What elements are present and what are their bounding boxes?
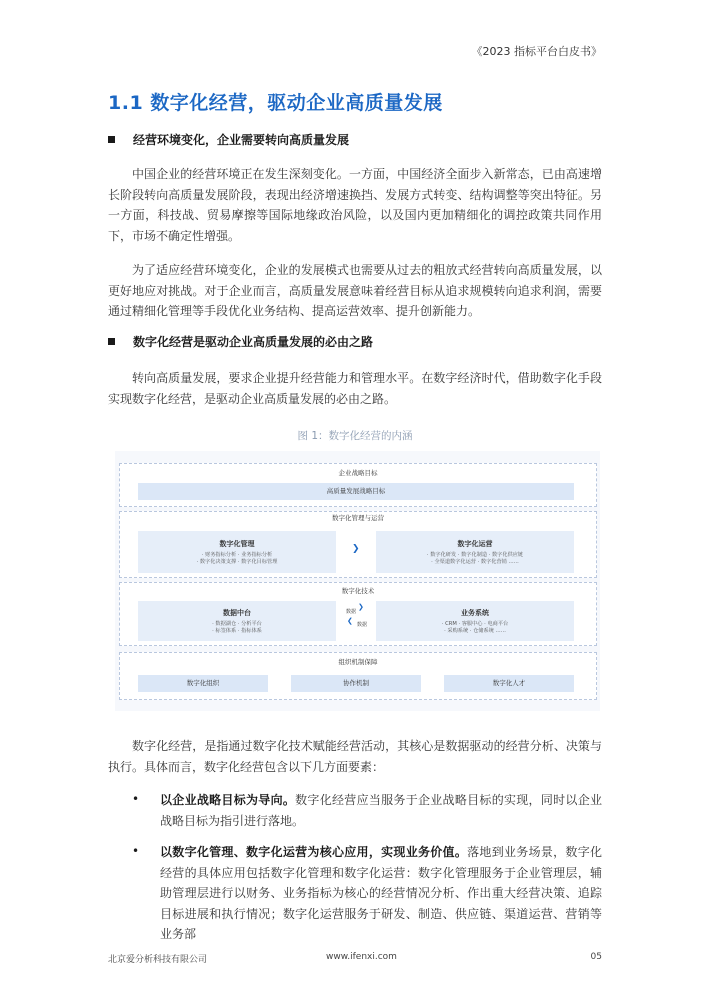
org-item: 数字化组织: [138, 675, 268, 692]
digital-management-line-1: · 财务指标分析 · 业务指标分析: [201, 552, 273, 558]
paragraph-4: 数字化经营，是指通过数字化技术赋能经营活动，其核心是数据驱动的经营分析、决策与执行。具体而言，数字化经营包含以下几方面要素：: [108, 739, 602, 774]
digital-management-title: 数字化管理: [219, 540, 255, 548]
org-item: 数字化人才: [444, 675, 574, 692]
bullet-2-text: 落地到业务场景，数字化经营的具体应用包括数字化管理和数字化运营：数字化管理服务于企业管理层，辅助管理层进行以财务、业务指标为核心的经营情况分析、作出重大经营决策、追踪目标进展和执行情况；数字化运营服务于研发、制造、供应链、渠道运营、营销等业务部: [160, 845, 602, 941]
business-systems-line-2: · 采购系统 · 仓储系统 ……: [444, 628, 506, 634]
square-bullet-icon: [108, 136, 115, 143]
subheading-2-text: 数字化经营是驱动企业高质量发展的必由之路: [133, 335, 374, 349]
section-heading: 1.1 数字化经营，驱动企业高质量发展: [108, 92, 443, 114]
subheading-1-text: 经营环境变化，企业需要转向高质量发展: [133, 133, 350, 147]
paragraph-2: 为了适应经营环境变化，企业的发展模式也需要从过去的粗放式经营转向高质量发展，以更好地应对挑战。对于企业而言，高质量发展意味着经营目标从追求规模转向追求利润，需要通过精细化管理等手段优化业务结构、提高运营效率、提升创新能力。: [108, 263, 602, 318]
management-section: [119, 511, 597, 578]
footer-url[interactable]: www.ifenxi.com: [326, 952, 397, 962]
subheading-2: [108, 333, 373, 350]
digital-operations-line-1: · 数字化研发 · 数字化制造 · 数字化供应链: [426, 552, 524, 558]
data-platform-line-1: · 数据湖仓 · 分析平台: [212, 621, 262, 627]
digital-operations-panel: [376, 531, 574, 573]
document-title-header: 《2023 指标平台白皮书》: [471, 45, 602, 58]
business-systems-line-1: · CRM · 客服中心 · 电商平台: [441, 621, 509, 627]
data-platform-line-2: · 标签体系 · 指标体系: [212, 628, 262, 634]
arrow-label-bottom: 数据: [357, 622, 368, 628]
bullet-1-text: 数字化经营应当服务于企业战略目标的实现，同时以企业战略目标为指引进行落地。: [160, 793, 602, 828]
right-arrow-icon: ❯: [352, 544, 360, 554]
arrow-label-top: 数据: [346, 609, 357, 615]
digital-operations-title: 数字化运营: [457, 540, 493, 548]
square-bullet-icon: [108, 338, 115, 345]
figure-caption: 图 1：数字化经营的内涵: [297, 430, 413, 442]
digital-operations-line-2: · 全渠道数字化运营 · 数字化营销 ……: [431, 559, 519, 565]
management-section-title: 数字化管理与运营: [332, 514, 384, 522]
digital-operations-diagram: [115, 451, 600, 711]
paragraph-1: 中国企业的经营环境正在发生深刻变化。一方面，中国经济全面步入新常态，已由高速增长阶段转向高质量发展阶段，表现出经济增速换挡、发展方式转变、结构调整等突出特征。另一方面，科技战、贸易摩擦等国际地缘政治风险，以及国内更加精细化的调控政策共同作用下，市场不确定性增强。: [108, 167, 602, 243]
subheading-1: [108, 131, 349, 148]
page-number: 05: [590, 952, 602, 962]
strategy-section-title: 企业战略目标: [338, 469, 378, 477]
bullet-dot-icon: •: [132, 844, 140, 858]
footer-company: 北京爱分析科技有限公司: [108, 955, 208, 965]
strategy-goal-bar: 高质量发展战略目标: [138, 483, 574, 500]
left-arrow-icon: ❮: [347, 617, 353, 625]
bullet-1-bold: 以企业战略目标为导向。: [160, 793, 296, 807]
strategy-section: [119, 463, 597, 507]
right-arrow-icon: ❯: [358, 603, 364, 611]
digital-management-line-2: · 数字化决策支撑 · 数字化目标管理: [196, 559, 278, 565]
digital-management-panel: [138, 531, 336, 573]
org-item: 协作机制: [291, 675, 421, 692]
organization-section: [119, 652, 597, 700]
data-platform-panel: [138, 601, 336, 641]
business-systems-panel: [376, 601, 574, 641]
data-platform-title: 数据中台: [223, 609, 251, 617]
organization-section-title: 组织机制保障: [338, 658, 378, 666]
business-systems-title: 业务系统: [461, 609, 489, 617]
bullet-item-2: [160, 842, 602, 945]
bullet-item-1: [160, 790, 602, 831]
bullet-2-bold: 以数字化管理、数字化运营为核心应用，实现业务价值。: [160, 845, 468, 859]
technology-section-title: 数字化技术: [341, 587, 375, 595]
paragraph-3: 转向高质量发展，要求企业提升经营能力和管理水平。在数字经济时代，借助数字化手段实现数字化经营，是驱动企业高质量发展的必由之路。: [108, 371, 602, 406]
technology-section: [119, 582, 597, 646]
bullet-dot-icon: •: [132, 792, 140, 806]
